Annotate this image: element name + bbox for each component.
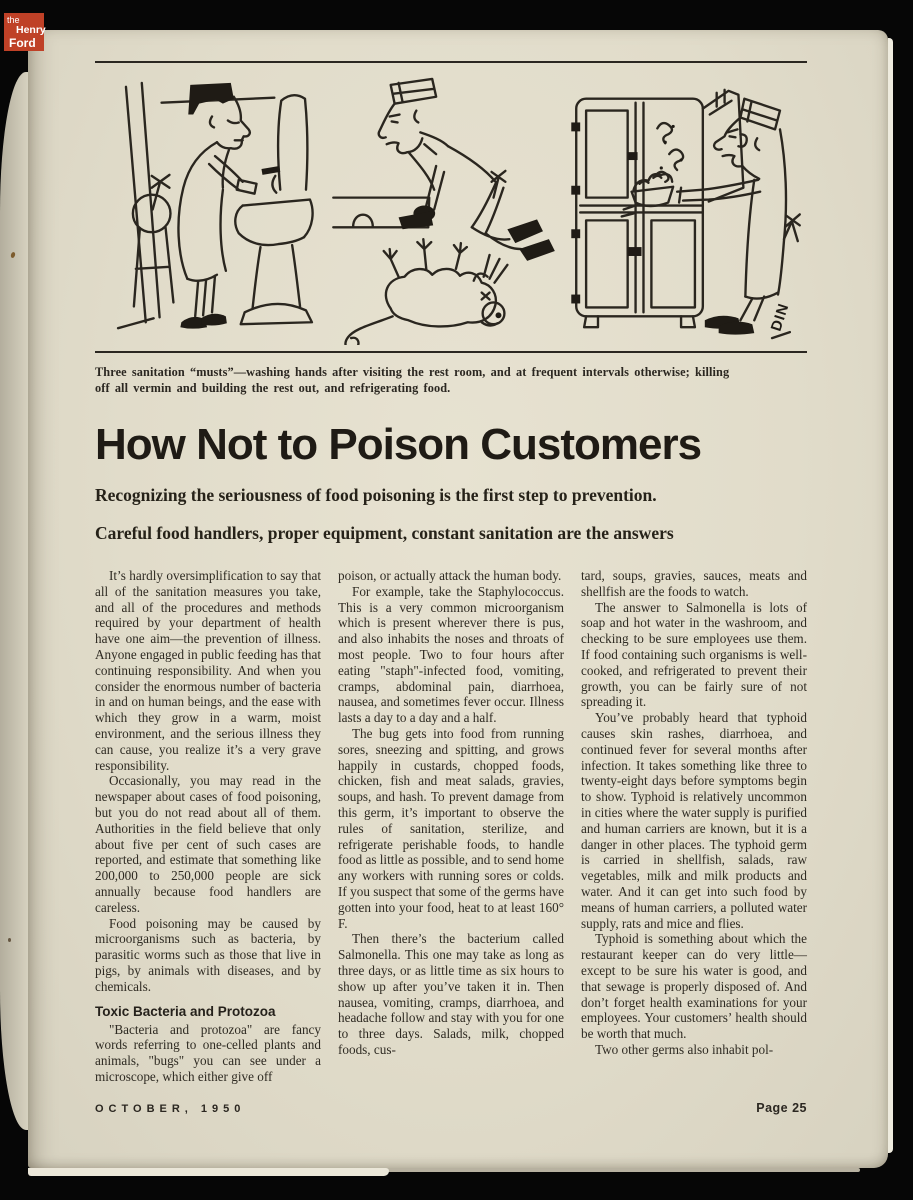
- shoe: [507, 219, 543, 243]
- illustration-refrigeration: [569, 73, 806, 345]
- illustration-handwashing: [95, 73, 332, 345]
- book-spine-edge: [0, 72, 30, 1130]
- henry-ford-logo: [4, 13, 44, 51]
- bottom-rule: [95, 351, 807, 353]
- body-paragraph: Two other germs also inhabit pol-: [595, 1041, 774, 1057]
- column-2: [338, 568, 564, 1085]
- hinge: [571, 186, 580, 195]
- column-1: [95, 568, 321, 1085]
- article-deck-line-1: Recognizing the seriousness of food poisoning is the first step to prevention.: [95, 485, 657, 505]
- hair: [188, 83, 233, 115]
- hinge: [571, 122, 580, 131]
- body-paragraph: Typhoid is something about which the restaurant keeper can do very little—except to be sure his water is good, and that sewage is properly disposed of. And don’t forget health examinations for your employees. Your customers’ health should be worth that much.: [581, 931, 807, 1042]
- logo-text-the: the: [7, 15, 20, 25]
- body-paragraph: Then there’s the bacterium called Salmonella. This one may take as long as three days, or as little time as six hours to show up after you’ve taken it in. Then nausea, vomiting, cramps, diarrhoea, and headache follow and stay with you for one to three days. Salads, milk, chopped foods, cus-: [338, 931, 564, 1057]
- latch: [628, 247, 642, 256]
- column-3: [581, 568, 807, 1085]
- artist-signature: DIN: [768, 301, 793, 334]
- rat-nose: [496, 312, 502, 318]
- article-deck-line-2: Careful food handlers, proper equipment, constant sanitation are the answers: [95, 523, 674, 543]
- illustration-vermin: [332, 73, 569, 345]
- faucet-handle: [261, 166, 280, 175]
- body-paragraph: Occasionally, you may read in the newspaper about cases of food poisoning, but you do not read about all of them. Authorities in the field believe that only about five per cent of such cases are reported, and estimate that something like 200,000 to 250,000 people are sick annually because food handlers are careless.: [95, 773, 321, 915]
- dead-rat: [345, 239, 507, 345]
- cartoon-caption: [95, 365, 807, 396]
- steam-and-flies: [655, 123, 683, 182]
- logo-text-ford: Ford: [9, 35, 36, 50]
- fly-dot: [672, 125, 675, 128]
- dust-speck: [8, 938, 11, 942]
- issue-date: OCTOBER, 1950: [95, 1102, 246, 1115]
- hinge: [571, 295, 580, 304]
- body-paragraph: The bug gets into food from running sores, sneezing and spitting, and grows happily in custards, chopped foods, chicken, fish and meat salads, gravies, soups, and hash. To prevent damage from this germ, it’s important to observe the rules of sanitation, sterilize, and refrigerate perishable foods, to handle food as little as possible, and to send home any workers with running sores or colds. If you suspect that some of the germs have gotten into your food, heat to at least 160° F.: [338, 725, 564, 931]
- body-paragraph: poison, or actually attack the human body.: [338, 568, 562, 583]
- page-stack-edge: [28, 1168, 389, 1176]
- body-paragraph: The answer to Salmonella is lots of soap and hot water in the washroom, and checking to be sure employees use them. If food containing such organisms is well-cooked, and refrigerated to prevent their growth, you can be fairly sure of not spreading it.: [581, 599, 807, 710]
- body-paragraph: You’ve probably heard that typhoid causes skin rashes, diarrhoea, and continued fever for several months after infection. It takes something like three to twenty-eight days before symptoms begin to show. Typhoid is relatively uncommon in cities where the water supply is purified and human carriers are known, but it is a danger in other places. The typhoid germ is carried in shellfish, salads, raw vegetables, milk and milk products and water. And it can get into such food by means of human carriers, a polluted water supply, rats and mice and flies.: [581, 710, 807, 931]
- fly-dot: [660, 166, 663, 169]
- page-footer: [95, 1101, 807, 1115]
- pedestal-sink: [235, 95, 312, 324]
- fly-dot: [664, 141, 667, 144]
- cartoon-strip: [95, 73, 807, 345]
- body-paragraph: For example, take the Staphylococcus. This is a very common microorganism which is present wherever there is pus, and also inhabits the noses and throats of most people. Two to four hours after eating "staph"-infected food, vomiting, cramps, abdominal pain, diarrhoea, nausea, and sometimes fever occur. Illness lasts a day to a day and a half.: [338, 583, 564, 726]
- page-number: Page 25: [756, 1100, 807, 1115]
- body-paragraph: It’s hardly oversimplification to say that all of the sanitation measures you take, and all of the procedures and methods required by your department of health have one aim—the prevention of illness. Anyone engaged in public feeding has that continuing responsibility. And when you consider the enormous number of bacteria in and on human beings, and the ease with which they grow in a warm, moist environment, and the serious illness they can cause, you realize it’s a very grave responsibility.: [95, 568, 321, 773]
- page-content: [95, 30, 807, 1115]
- cook-figure: [379, 79, 521, 249]
- page-stack-edge: [888, 38, 893, 1153]
- hinge: [571, 229, 580, 238]
- fly-dot: [679, 158, 682, 161]
- shoe: [519, 239, 555, 261]
- body-paragraph: "Bacteria and protozoa" are fancy words referring to one-celled plants and animals, "bugs" you can see under a microscope, which either give off: [95, 1021, 321, 1084]
- shoe: [201, 314, 227, 326]
- latch: [628, 152, 638, 160]
- magazine-page: [28, 30, 888, 1168]
- caption-line-2: off all vermin and building the rest out, and refrigerating food.: [95, 380, 451, 395]
- top-rule: [95, 61, 807, 63]
- article-body: [95, 568, 807, 1085]
- section-subhead: Toxic Bacteria and Protozoa: [95, 1003, 276, 1019]
- logo-text-henry: Henry: [16, 24, 46, 36]
- caption-line-1: Three sanitation “musts”—washing hands after visiting the rest room, and at frequent intervals otherwise; killing: [95, 365, 730, 379]
- article-headline: How Not to Poison Customers: [95, 420, 702, 469]
- body-paragraph: Food poisoning may be caused by microorganisms such as bacteria, by parasitic worms such as those that live in pigs, by animals with diseases, and by chemicals.: [95, 915, 321, 994]
- body-paragraph: tard, soups, gravies, sauces, meats and shellfish are the foods to watch.: [581, 568, 807, 599]
- refrigerator: [576, 99, 703, 327]
